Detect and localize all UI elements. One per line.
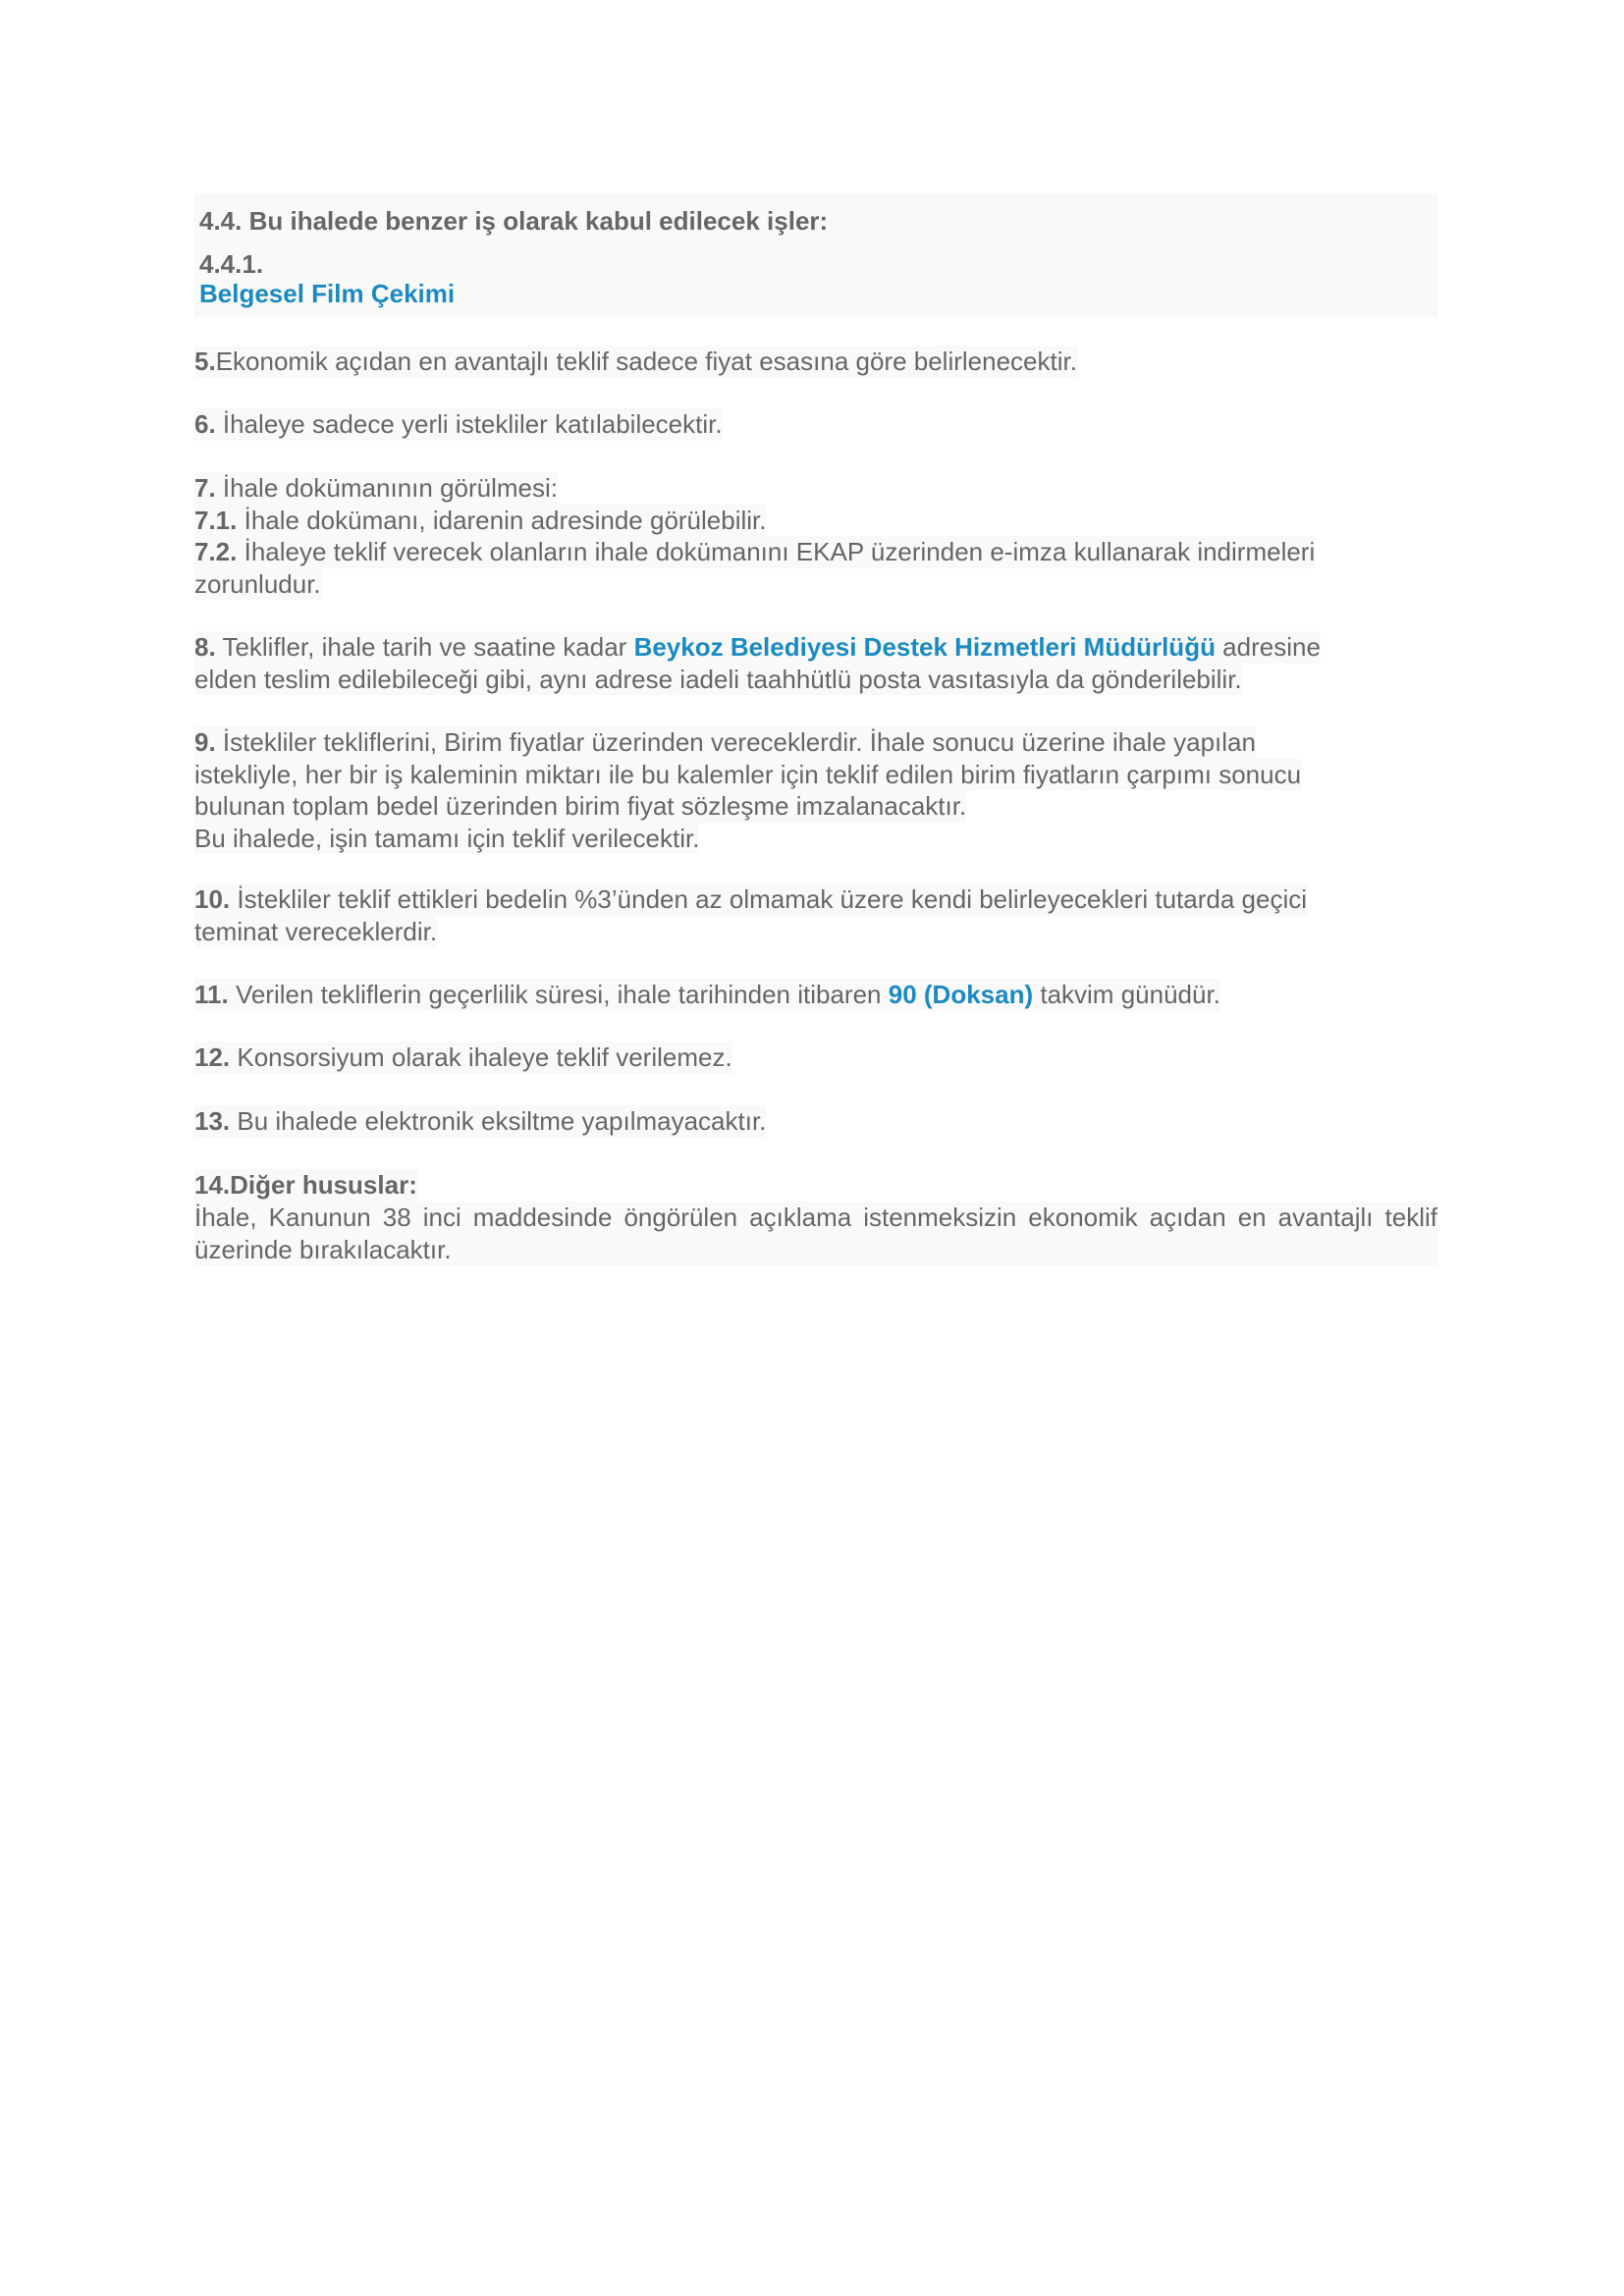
section-12-text: Konsorsiyum olarak ihaleye teklif verilemez. [230,1042,732,1072]
section-5 [194,346,1077,378]
section-6-number: 6. [194,409,216,439]
section-7 [194,472,1315,600]
section-8-line2: elden teslim edilebileceği gibi, aynı adrese iadeli taahhütlü posta vasıtasıyla da gönderilebilir. [194,664,1242,694]
section-6 [194,408,723,441]
section-9-line4: Bu ihalede, işin tamamı için teklif verilecektir. [194,823,700,853]
section-9-line3: bulunan toplam bedel üzerinden birim fiyat sözleşme imzalanacaktır. [194,791,967,821]
section-13 [194,1105,766,1138]
section-12 [194,1041,732,1074]
section-11-days: 90 (Doksan) [888,980,1034,1009]
section-11 [194,979,1220,1011]
section-14-text: İhale, Kanunun 38 inci maddesinde öngörülen açıklama istenmeksizin ekonomik açıdan en avantajlı teklif üzerinde bırakılacaktır. [194,1202,1437,1264]
section-9 [194,726,1301,854]
section-7-1-number: 7.1. [194,505,238,535]
section-8-office: Beykoz Belediyesi Destek Hizmetleri Müdürlüğü [633,632,1216,662]
section-7-2-text: İhaleye teklif verecek olanların ihale dokümanını EKAP üzerinden e-imza kullanarak indirmeleri [237,537,1316,566]
section-12-number: 12. [194,1042,231,1072]
section-7-2-number: 7.2. [194,537,238,566]
section-14-heading: 14.Diğer hususlar: [194,1170,417,1200]
section-8-number: 8. [194,632,216,662]
section-10-line2: teminat vereceklerdir. [194,916,438,946]
section-5-text: Ekonomik açıdan en avantajlı teklif sadece fiyat esasına göre belirlenecektir. [215,347,1077,376]
section-6-text: İhaleye sadece yerli istekliler katılabilecektir. [215,409,723,439]
section-13-number: 13. [194,1106,231,1136]
section-7-1-text: İhale dokümanı, idarenin adresinde görülebilir. [237,505,767,535]
section-4-4-1-number: 4.4.1. [199,249,264,279]
section-7-text: İhale dokümanının görülmesi: [215,473,558,503]
section-4-4 [194,193,1437,317]
section-4-4-1-item: Belgesel Film Çekimi [199,279,456,308]
section-10 [194,883,1307,947]
section-7-2-cont: zorunludur. [194,568,321,599]
section-5-number: 5. [194,347,216,376]
section-8 [194,631,1321,695]
section-9-number: 9. [194,727,216,757]
section-11-number: 11. [194,980,229,1009]
section-8-text: Teklifler, ihale tarih ve saatine kadar [215,632,634,662]
section-9-line2: istekliyle, her bir iş kaleminin miktarı ile bu kalemler için teklif edilen birim fiyatların çarpımı sonucu [194,759,1302,789]
section-8-text-after: adresine [1215,632,1321,662]
section-4-4-heading: 4.4. Bu ihalede benzer iş olarak kabul edilecek işler: [199,206,829,236]
section-9-line1: İstekliler tekliflerini, Birim fiyatlar üzerinden vereceklerdir. İhale sonucu üzerine ihale yapılan [215,727,1256,757]
section-10-line1: İstekliler teklif ettikleri bedelin %3’ünden az olmamak üzere kendi belirleyecekleri tutarda geçici [230,884,1308,914]
section-10-number: 10. [194,884,231,914]
section-14 [194,1169,417,1201]
section-11-text-after: takvim günüdür. [1033,980,1220,1009]
section-13-text: Bu ihalede elektronik eksiltme yapılmayacaktır. [230,1106,767,1136]
section-7-number: 7. [194,473,216,503]
section-11-text: Verilen tekliflerin geçerlilik süresi, ihale tarihinden itibaren [228,980,889,1009]
